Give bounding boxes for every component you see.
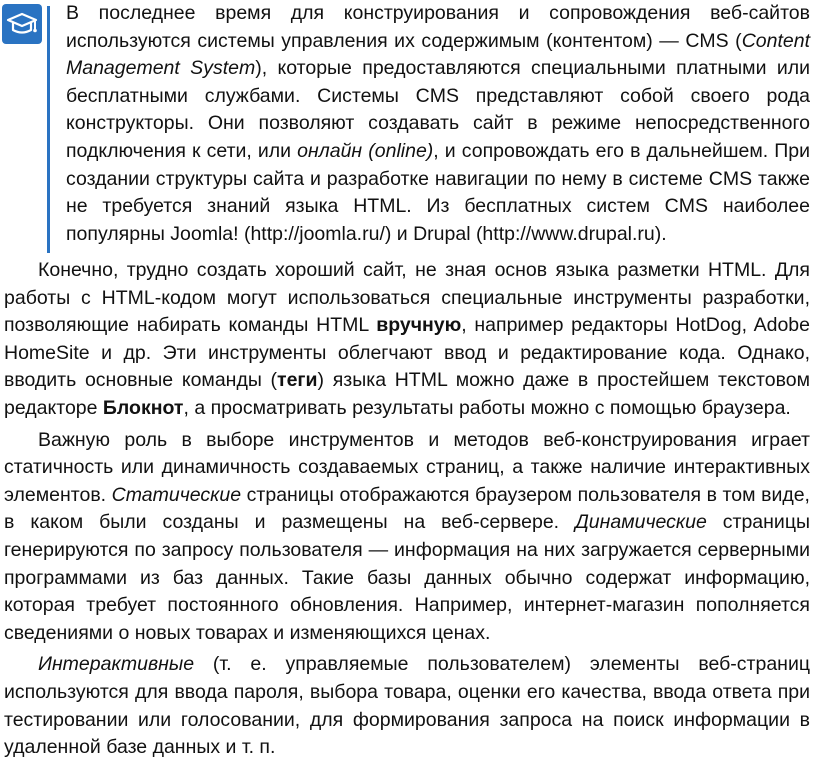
- text-run: , а просматривать результаты работы можно с помощью браузера.: [183, 396, 791, 419]
- body-text: [4, 257, 810, 766]
- callout-text: [66, 0, 810, 248]
- paragraph: [4, 427, 810, 648]
- text-run: ), которые предоставляются специальными платными или бесплатными службами. Системы CMS представляют собой своего рода конструкторы. Они позволяют создавать сайт в режиме непосредственного подключения к сети, или: [66, 57, 810, 162]
- text-run: Конечно, трудно создать хороший сайт, не зная основ языка разметки HTML. Для работы с HTML-кодом могут использоваться специальные инструменты разработки, позволяющие набирать команды HTML: [4, 259, 810, 337]
- paragraph: [4, 651, 810, 761]
- text-run: (т. е. управляемые пользователем) элементы веб-страниц используются для ввода пароля, выбора товара, оценки его качества, ввода ответа при тестировании или голосовании, для формирования запроса на поиск информации в удаленной базе данных и т. п.: [4, 653, 810, 759]
- text-run: Важную роль в выборе инструментов и методов веб-конструирования играет статичность или динамичность создаваемых страниц, а также наличие интерактивных элементов.: [4, 428, 810, 506]
- italic-term: Интерактивные: [38, 653, 195, 676]
- italic-term: онлайн (online): [297, 139, 434, 162]
- italic-term: Content Management System: [66, 29, 810, 80]
- text-run: страницы отображаются браузером пользователя в том виде, в каком были созданы и размещены на веб-сервере.: [4, 483, 810, 534]
- text-run: , например редакторы HotDog, Adobe HomeSite и др. Эти инструменты облегчают ввод и редактирование кода. Однако, вводить основные команды (: [4, 314, 810, 392]
- text-run: страницы генерируются по запросу пользователя — информация на них загружается серверными программами из баз данных. Такие базы данных обычно содержат информацию, которая требует постоянного обновления. Например, интернет-магазин пополняется сведениями о новых товарах и изменяющихся ценах.: [4, 511, 810, 644]
- graduation-cap-icon: [2, 4, 42, 44]
- bold-term: Блокнот: [102, 396, 184, 419]
- callout-accent-bar: [47, 6, 50, 253]
- text-run: , и сопровождать его в дальнейшем. При создании структуры сайта и разработке навигации по нему в системе CMS также не требуется знаний языка HTML. Из бесплатных систем CMS наиболее популярны Joomla! (http://joomla.ru/) и Drupal (http://www.drupal.ru).: [66, 139, 810, 245]
- text-run: ) языка HTML можно даже в простейшем текстовом редакторе: [4, 369, 811, 419]
- bold-term: теги: [277, 369, 318, 392]
- callout-box: [0, 0, 816, 255]
- bold-term: вручную: [376, 314, 462, 337]
- italic-term: Динамические: [575, 511, 707, 534]
- paragraph: [4, 257, 810, 423]
- italic-term: Статические: [111, 483, 242, 506]
- text-run: В последнее время для конструирования и сопровождения веб-сайтов используются системы управления их содержимым (контентом) — CMS (: [66, 2, 810, 52]
